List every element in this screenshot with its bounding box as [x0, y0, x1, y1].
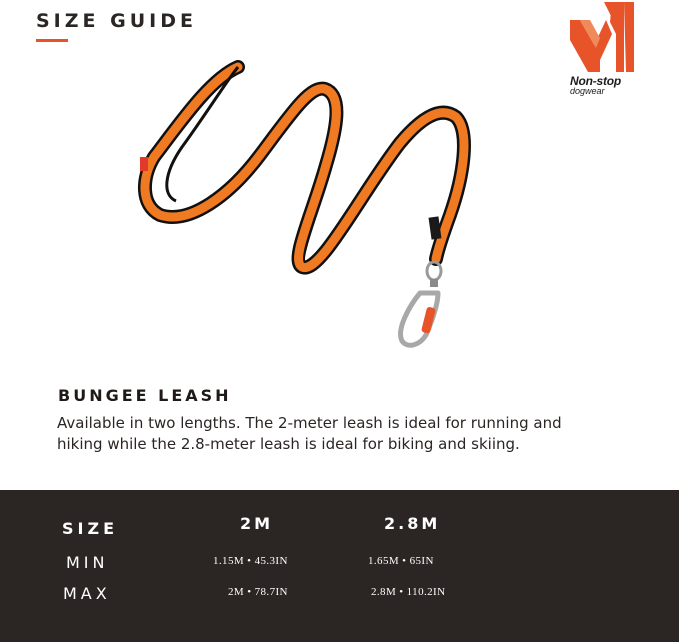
- product-description-line-1: Available in two lengths. The 2-meter leash is ideal for running and: [57, 414, 562, 432]
- product-description: [57, 413, 657, 455]
- row-label-min: MIN: [66, 553, 109, 572]
- min-2m-value: 1.15M • 45.3IN: [213, 555, 288, 567]
- logo-sub-text: dogwear: [570, 86, 605, 96]
- max-2-8m-value: 2.8M • 110.2IN: [371, 586, 446, 598]
- column-header-2m: 2M: [240, 514, 274, 533]
- brand-logo: [566, 0, 642, 100]
- brand-tag: [429, 216, 442, 239]
- product-title: BUNGEE LEASH: [58, 386, 232, 405]
- max-2m-value: 2M • 78.7IN: [228, 586, 288, 598]
- product-description-line-2: hiking while the 2.8-meter leash is ideal for biking and skiing.: [57, 435, 520, 453]
- size-header-label: SIZE: [62, 519, 119, 538]
- logo-brand-text: Non-stop: [570, 74, 622, 88]
- size-table: [0, 490, 679, 642]
- handle-tag: [140, 157, 148, 171]
- page-title: SIZE GUIDE: [36, 10, 197, 32]
- column-header-2-8m: 2.8M: [384, 514, 441, 533]
- row-label-max: MAX: [63, 584, 111, 603]
- brand-logo-icon: [566, 0, 642, 74]
- min-2-8m-value: 1.65M • 65IN: [368, 555, 434, 567]
- title-underline: [36, 39, 68, 42]
- leash-image: [120, 45, 480, 365]
